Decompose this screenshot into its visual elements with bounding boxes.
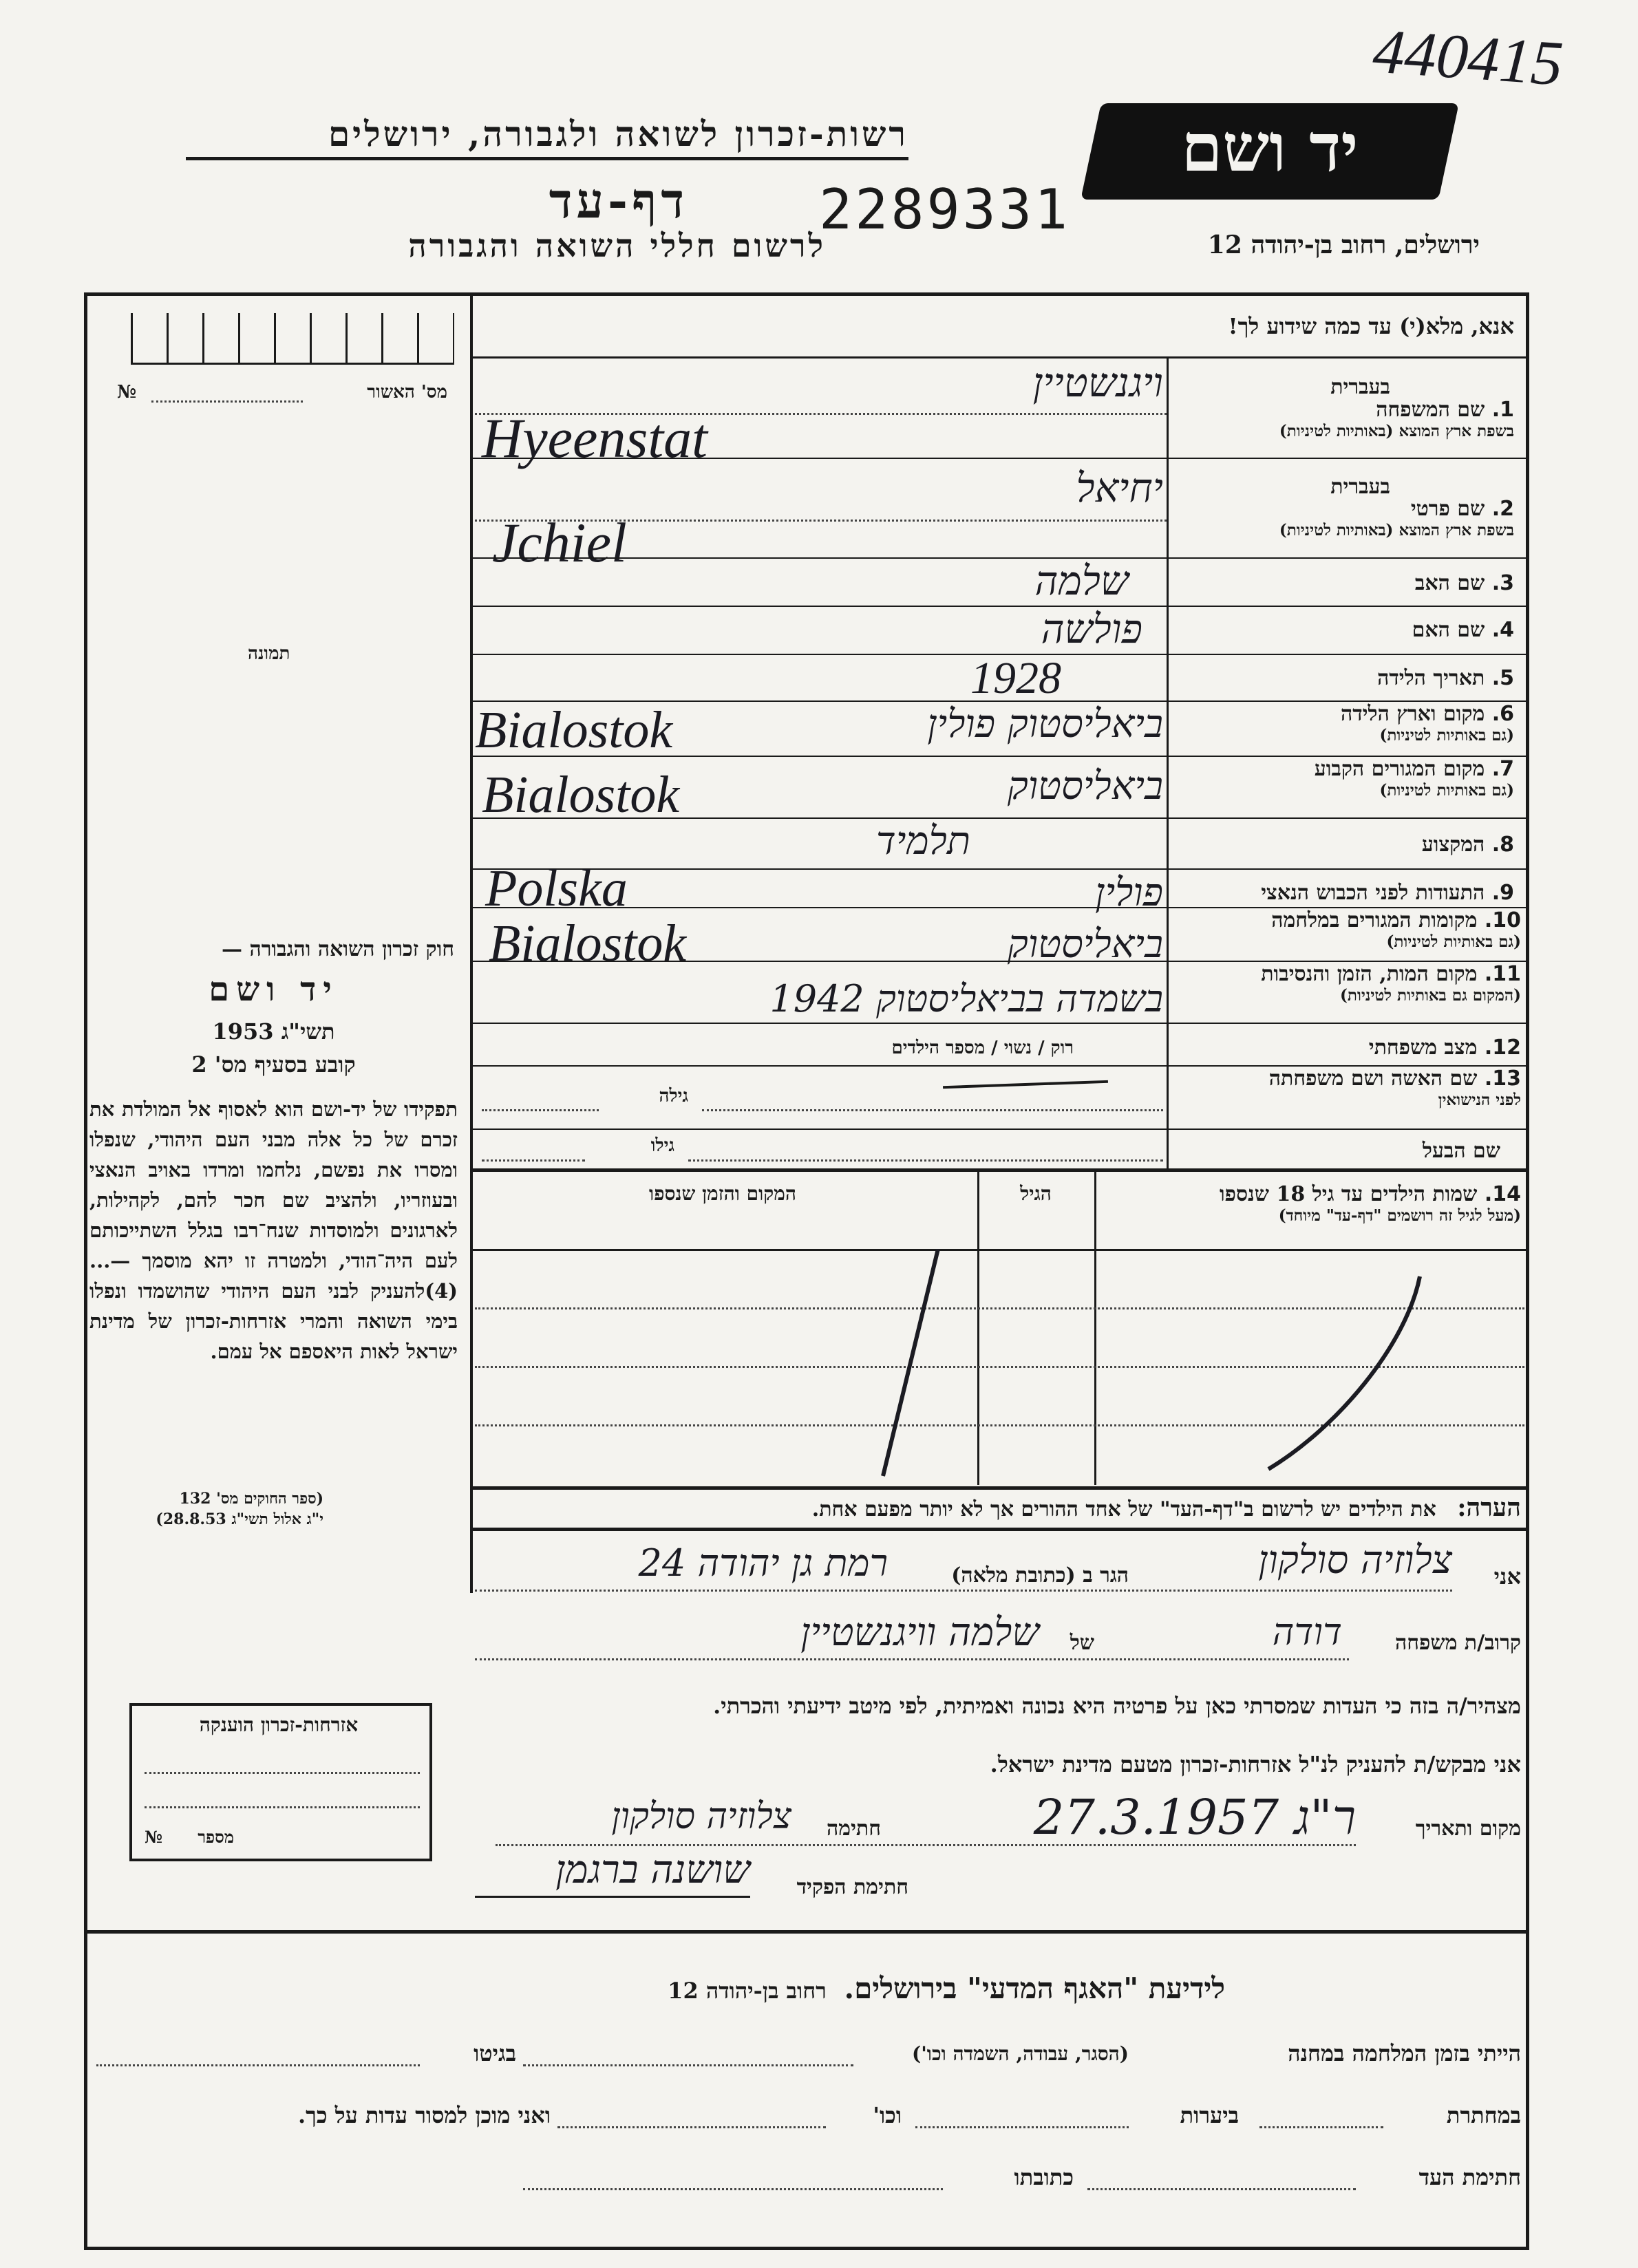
law-ref-1: (ספר החוקים מס' 132: [179, 1490, 323, 1508]
law-text: תפקידו של יד-ושם הוא לאסוף אל המולדת את זכרם של כל אלה מבני העם היהודי, שנפלו ומסרו את נפשם, נלחמו ומרדו באויב הנאצי ובעוזריו, ולהציב שם חכר להם, לקהילות, לארגונים ולמוסדות שנח־רבו בגלל השתייכותם לעם היה־הודי, ולמטרה זו יהא מוסמך —...(4)להעניק לבני העם היהודי שהושמדו ונפלו בימי השואה והמרי אזרחות-זכרון של מדינת ישראל לאות היאספם אל עמם.: [89, 1098, 458, 1363]
law-title: חוק זכרון השואה והגבורה —: [222, 937, 454, 961]
field-8-value[interactable]: תלמיד: [875, 819, 970, 864]
citizenship-number-label: מספר: [198, 1827, 234, 1847]
official-underline: [475, 1896, 750, 1898]
declaration-text: מצהיר/ה בזה כי העדות שמסרתי כאן על פרטיה היא נכונה ואמיתית, לפי מיטב ידיעתי והכרתי.: [713, 1693, 1521, 1719]
request-text: אני מבקש/ת להעניק לנ"ל אזרחות-זכרון מטעם מדינת ישראל.: [990, 1751, 1521, 1777]
field-9-value-latin[interactable]: Polska: [485, 859, 628, 917]
signature-label: חתימה: [827, 1817, 881, 1841]
footer-title-row: [482, 1971, 1225, 2006]
archive-number: 440415: [1370, 15, 1566, 99]
footer-line-3-a: חתימת העד: [1418, 2164, 1521, 2190]
field-2-line: [475, 520, 1167, 522]
field-11-rule: [470, 1023, 1529, 1024]
institution-name: רשות-זכרון לשואה ולגבורה, ירושלים: [328, 114, 908, 154]
remark-bottom-rule: [470, 1528, 1529, 1531]
declarant-of-value[interactable]: שלמה וויגנשטיין: [800, 1610, 1039, 1655]
field-7-label: 7. מקום המגורים הקבוע (גם באותיות לטיניות): [1314, 757, 1514, 800]
label-column-divider: [1167, 356, 1169, 1168]
field-11-label: 11. מקום המות, הזמן והנסיבות (המקום גם באותיות לטיניות): [1261, 962, 1521, 1005]
field-5-value[interactable]: 1928: [970, 653, 1061, 703]
form-title: דף-עד: [549, 172, 688, 229]
field-12-label: 12. מצב משפחתי: [1368, 1036, 1521, 1060]
field-2-value-latin[interactable]: Jchiel: [492, 511, 627, 574]
signature-line: [496, 1844, 1356, 1846]
field-1-value-latin[interactable]: Hyeenstat: [482, 407, 708, 469]
field-10-label: 10. מקומות המגורים במלחמה (גם באותיות לטיניות): [1271, 908, 1521, 951]
declarant-address-value[interactable]: רמת גן יהודה 24: [638, 1541, 888, 1585]
husband-age-line[interactable]: [482, 1159, 585, 1162]
footer-line-1-fill-2[interactable]: [96, 2064, 420, 2066]
footer-line-1-fill[interactable]: [523, 2064, 853, 2066]
children-title: 14. שמות הילדים עד גיל 18 שנספו (מעל לגיל זה רושמים "דף-עד" מיוחד): [1219, 1182, 1521, 1225]
field-10-value-latin[interactable]: Bialostok: [489, 914, 687, 972]
husband-age-label: גילו: [650, 1135, 674, 1156]
field-4-label: 4. שם האם: [1412, 618, 1514, 642]
place-date-value[interactable]: ר"ג 27.3.1957: [1033, 1789, 1356, 1846]
field-8-rule: [470, 868, 1529, 870]
footer-line-2-fill-3[interactable]: [557, 2126, 826, 2128]
field-7-value-latin[interactable]: Bialostok: [482, 766, 680, 824]
field-1-hebrew-tag: בעברית: [1330, 375, 1390, 399]
declarant-of-label: של: [1070, 1631, 1094, 1655]
children-age-header: הגיל: [1020, 1182, 1052, 1205]
header-rule: [186, 157, 908, 160]
declarant-line-1: [475, 1590, 1452, 1592]
instruction: אנא, מלא(י) עד כמה שידוע לך!: [1228, 313, 1514, 339]
field-5-label: 5. תאריך הלידה: [1377, 666, 1514, 690]
citizenship-line-1: [145, 1772, 420, 1774]
form-subtitle: לרשום חללי השואה והגבורה: [408, 227, 826, 264]
footer-address: רחוב בן-יהודה 12: [668, 1978, 827, 2004]
field-9-value[interactable]: פולין: [1095, 870, 1163, 915]
field-13-name-line[interactable]: [702, 1109, 1163, 1111]
field-1-label: 1. שם המשפחה בשפת ארץ המוצא (באותיות לטיניות): [1279, 398, 1514, 440]
children-strike-marks: [470, 1249, 1529, 1486]
field-12-status-options: רוק / נשוי / מספר הילדים: [891, 1038, 1074, 1058]
field-1-value-hebrew[interactable]: ויגנשטיין: [1032, 359, 1163, 406]
citizenship-box-title: אזרחות-זכרון הוענקה: [199, 1713, 359, 1736]
law-ref-2: י"ג אלול תשי"ג 28.8.53): [156, 1510, 323, 1528]
children-top-rule: [470, 1168, 1529, 1172]
declarant-i-label: אני: [1493, 1563, 1521, 1590]
declarant-line-2: [475, 1658, 1349, 1660]
logo-text: יד ושם: [1181, 109, 1359, 186]
remark-top-rule: [470, 1486, 1529, 1490]
field-7-value[interactable]: ביאליסטוק: [1007, 764, 1163, 809]
field-13-age-line[interactable]: [482, 1109, 599, 1111]
official-value[interactable]: שושנה ברגמן: [555, 1848, 750, 1892]
footer-title: לידיעת "האגף המדעי" בירושלים.: [844, 1971, 1225, 2005]
field-6-value-latin[interactable]: Bialostok: [475, 701, 673, 759]
header-address: ירושלים, רחוב בן-יהודה 12: [1207, 231, 1480, 259]
husband-name-line[interactable]: [688, 1159, 1163, 1162]
field-2-value-hebrew[interactable]: יחיאל: [1076, 464, 1163, 511]
remark-text: את הילדים יש לרשום ב"דף-העד" של אחד ההורים אך לא יותר מפעם אחת.: [811, 1497, 1436, 1521]
field-3-value[interactable]: שלמה: [1034, 557, 1129, 604]
children-place-header: המקום והזמן שנספו: [649, 1182, 796, 1205]
strike-mark-right: [1268, 1276, 1420, 1469]
field-2-label: 2. שם פרטי בשפת ארץ המוצא (באותיות לטיניות): [1279, 497, 1514, 539]
approval-ticks: [131, 313, 454, 365]
law-year-hebrew: תשי"ג: [281, 1018, 335, 1045]
place-date-label: מקום ותאריך: [1415, 1817, 1521, 1841]
strike-mark-left: [883, 1249, 938, 1476]
footer-line-2-d: ואני מוכן למסור עדות על כך.: [297, 2102, 551, 2128]
footer-line-1-a: הייתי בזמן המלחמה במחנה: [1288, 2040, 1521, 2066]
husband-name-label: שם הבעל: [1422, 1139, 1500, 1163]
declarant-relation-value[interactable]: דודה: [1272, 1610, 1342, 1654]
field-6-label: 6. מקום וארץ הלידה (גם באותיות לטיניות): [1340, 702, 1514, 745]
field-1-rule: [470, 458, 1529, 459]
remark-label: הערה:: [1457, 1493, 1521, 1522]
field-6-value[interactable]: ביאליסטוק פולין: [927, 702, 1163, 747]
field-10-value[interactable]: ביאליסטוק: [1007, 922, 1163, 967]
footer-line-2-b: ביערות: [1180, 2102, 1239, 2128]
law-year-row: [93, 1018, 454, 1045]
signature-value[interactable]: צלוזיה סולקון: [611, 1796, 791, 1837]
footer-line-3-fill-1[interactable]: [1087, 2188, 1356, 2190]
field-2-hebrew-tag: בעברית: [1330, 475, 1390, 499]
law-logo: יד ושם: [209, 970, 339, 1009]
instruction-rule: [470, 356, 1529, 359]
footer-line-2-c: וכו': [873, 2102, 902, 2128]
form-number: 2289331: [819, 178, 1071, 242]
field-13-label: 13. שם האשה ושם משפחתה לפני הנישואין: [1268, 1067, 1521, 1109]
field-7-rule: [470, 817, 1529, 819]
photo-label: תמונה: [248, 643, 290, 664]
law-year: 1953: [212, 1018, 274, 1045]
approval-label: מס' האשור: [367, 382, 447, 403]
footer-line-3-b: כתובתו: [1014, 2164, 1074, 2190]
footer-line-1-b: (הסגר, עבודה, השמדה וכו'): [911, 2042, 1129, 2065]
field-3-label: 3. שם האב: [1414, 571, 1514, 595]
field-11-value[interactable]: בשמדה בביאליסטוק 1942: [769, 977, 1163, 1020]
footer-line-2-fill-2[interactable]: [915, 2126, 1129, 2128]
citizenship-number-prefix: №: [145, 1827, 163, 1847]
citizenship-line-2: [145, 1806, 420, 1808]
declarant-residing-label: הגר ב (כתובת מלאה): [951, 1563, 1129, 1587]
field-1-line: [475, 413, 1167, 415]
approval-number-line[interactable]: [151, 400, 303, 403]
remark-row: [482, 1493, 1521, 1522]
footer-line-3-fill-2[interactable]: [523, 2188, 943, 2190]
field-13-rule: [470, 1128, 1529, 1130]
field-9-label: 9. התעודות לפני הכבוש הנאצי: [1261, 881, 1514, 905]
law-section: קובע בסעיף מס' 2: [191, 1051, 356, 1078]
field-4-value[interactable]: פולשה: [1041, 606, 1142, 652]
footer-line-1-c: בגיטו: [474, 2040, 516, 2066]
declarant-name-value[interactable]: צלוזיה סולקון: [1258, 1538, 1452, 1583]
approval-number-prefix: №: [117, 382, 137, 403]
field-13-age-label: גילה: [659, 1086, 688, 1106]
field-8-label: 8. המקצוע: [1421, 833, 1514, 857]
footer-line-2-a: במחתרת: [1446, 2102, 1521, 2128]
official-label: חתימת הפקיד: [796, 1875, 908, 1899]
footer-line-2-fill-1[interactable]: [1259, 2126, 1383, 2128]
declarant-relation-label: קרוב/ת משפחה: [1395, 1631, 1521, 1655]
